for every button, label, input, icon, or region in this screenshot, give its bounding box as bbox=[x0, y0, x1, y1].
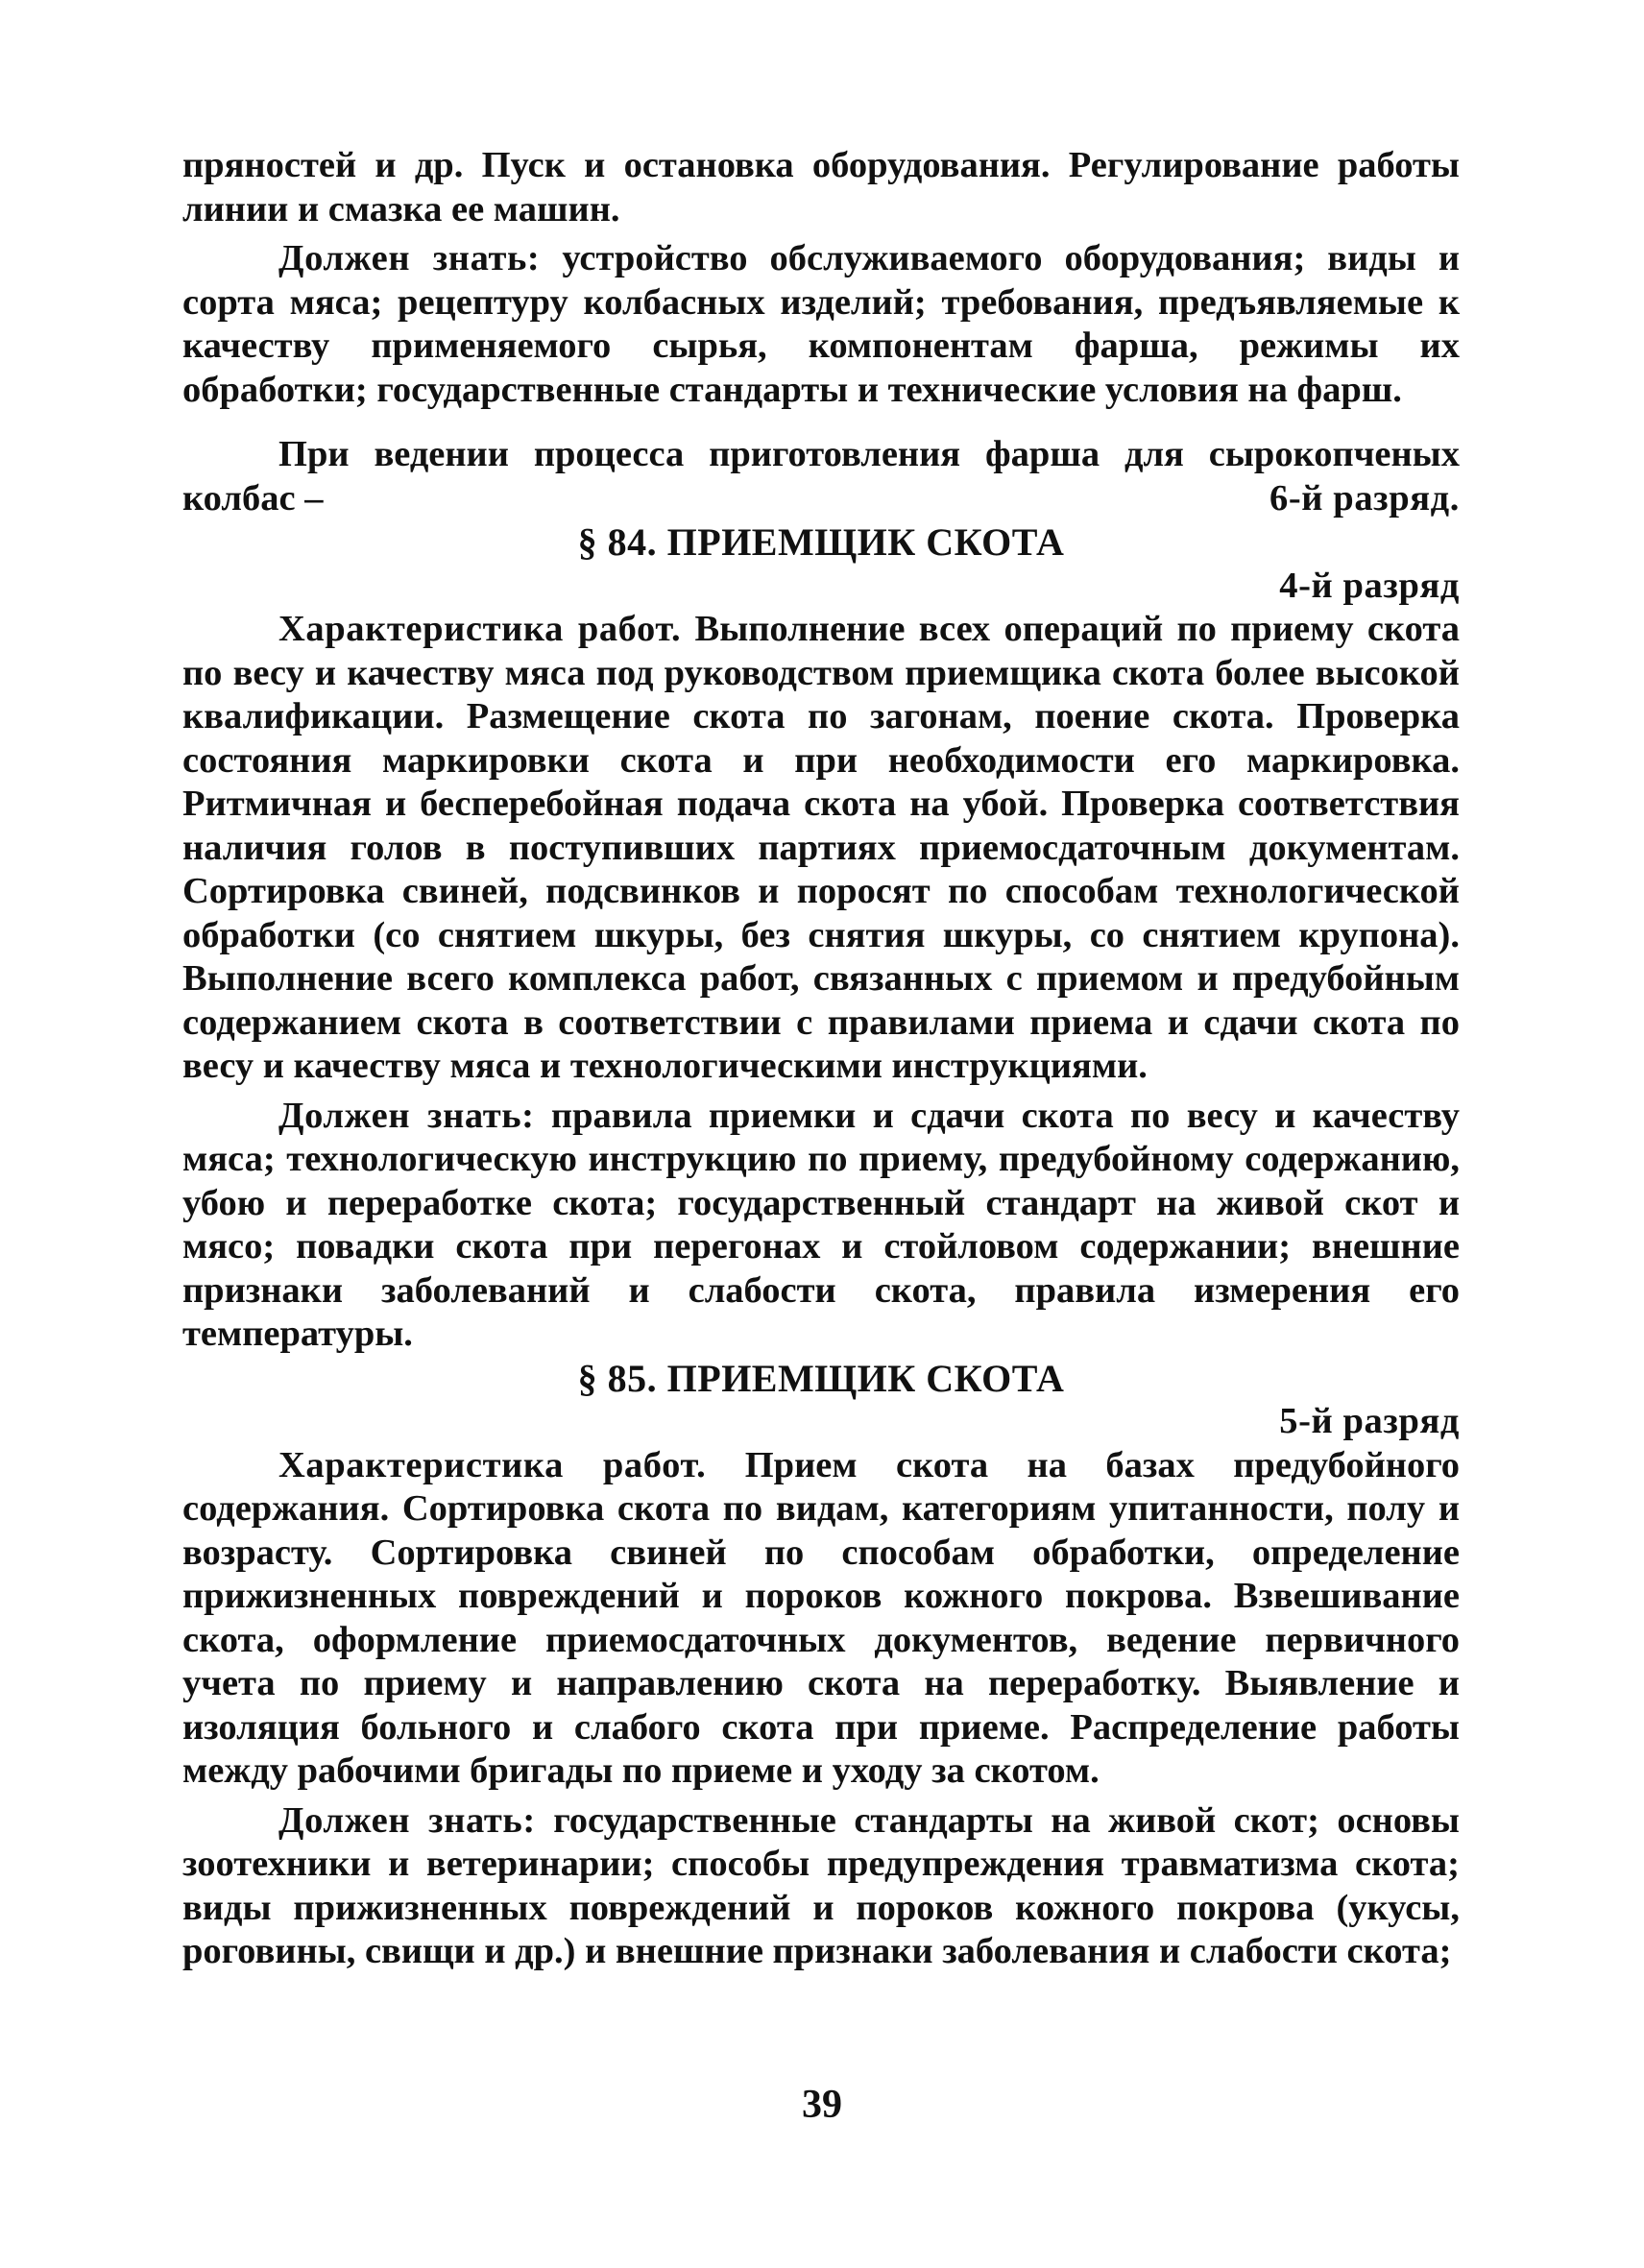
continuation-text: пряностей и др. Пуск и остановка оборудования. Регулирование работы линии и смазка ее машин. bbox=[182, 145, 1460, 229]
note-left: колбас – bbox=[182, 477, 324, 519]
document-page bbox=[182, 144, 1460, 1974]
note-rank: 6-й разряд. bbox=[1269, 477, 1460, 519]
page-number: 39 bbox=[802, 2083, 842, 2127]
must-know-label: Должен знать: bbox=[278, 238, 541, 278]
work-text: Прием скота на базах предубойного содержания. Сортировка скота по видам, категориям упитанности, полу и возрасту. Сортировка свиней по способам обработки, определение прижизненных повреждений и пороков кожного покрова. Взвешивание скота, оформление приемосдаточных документов, ведение первичного учета по приему и направлению скота на переработку. Выявление и изоляция больного и слабого скота при приеме. Распределение работы между рабочими бригады по приеме и уходу за скотом. bbox=[182, 1444, 1461, 1791]
section-84-rank: 4-й разряд bbox=[1279, 565, 1460, 606]
section-84-work-paragraph bbox=[182, 608, 1460, 1089]
must-know-label: Должен знать: bbox=[278, 1095, 535, 1136]
note-line: При ведении процесса приготовления фарша для сырокопченых bbox=[278, 434, 1460, 474]
section-85-rank: 5-й разряд bbox=[1279, 1401, 1460, 1441]
must-know-label: Должен знать: bbox=[278, 1799, 536, 1841]
must-know-paragraph-top bbox=[182, 237, 1460, 412]
note-paragraph bbox=[182, 433, 1460, 477]
section-85-must-know-paragraph bbox=[182, 1799, 1460, 1974]
section-84-title: § 84. ПРИЕМЩИК СКОТА bbox=[577, 520, 1065, 564]
section-85-title: § 85. ПРИЕМЩИК СКОТА bbox=[577, 1356, 1065, 1400]
must-know-text: правила приемки и сдачи скота по весу и качеству мяса; технологическую инструкцию по приему, предубойному содержанию, убою и переработке скота; государственный стандарт на живой скот и мясо; повадки скота при перегонах и стойловом содержании; внешние признаки заболеваний и слабости скота, правила измерения его температуры. bbox=[182, 1095, 1460, 1354]
work-label: Характеристика работ. bbox=[278, 609, 682, 649]
section-84-must-know-paragraph bbox=[182, 1095, 1460, 1357]
note-last-line bbox=[182, 477, 1460, 521]
must-know-text: государственные стандарты на живой скот; основы зоотехники и ветеринарии; способы предупреждения травматизма скота; виды прижизненных повреждений и пороков кожного покрова (укусы, роговины, свищи и др.) и внешние признаки заболевания и слабости скота; bbox=[182, 1799, 1460, 1971]
continuation-paragraph bbox=[182, 144, 1460, 231]
must-know-text: устройство обслуживаемого оборудования; виды и сорта мяса; рецептуру колбасных изделий; требования, предъявляемые к качеству применяемого сырья, компонентам фарша, режимы их обработки; государственные стандарты и технические условия на фарш. bbox=[182, 238, 1461, 410]
section-85-work-paragraph bbox=[182, 1444, 1460, 1794]
work-label: Характеристика работ. bbox=[278, 1444, 707, 1485]
work-text: Выполнение всех операций по приему скота по весу и качеству мяса под руководством приемщика скота более высокой квалификации. Размещение скота по загонам, поение скота. Проверка состояния маркировки скота и при необходимости его маркировка. Ритмичная и бесперебойная подача скота на убой. Проверка соответствия наличия голов в поступивших партиях приемосдаточным документам. Сортировка свиней, подсвинков и поросят по способам технологической обработки (со снятием шкуры, без снятия шкуры, со снятием крупона). Выполнение всего комплекса работ, связанных с приемом и предубойным содержанием скота в соответствии с правилами приема и сдачи скота по весу и качеству мяса и технологическими инструкциями. bbox=[182, 609, 1461, 1086]
